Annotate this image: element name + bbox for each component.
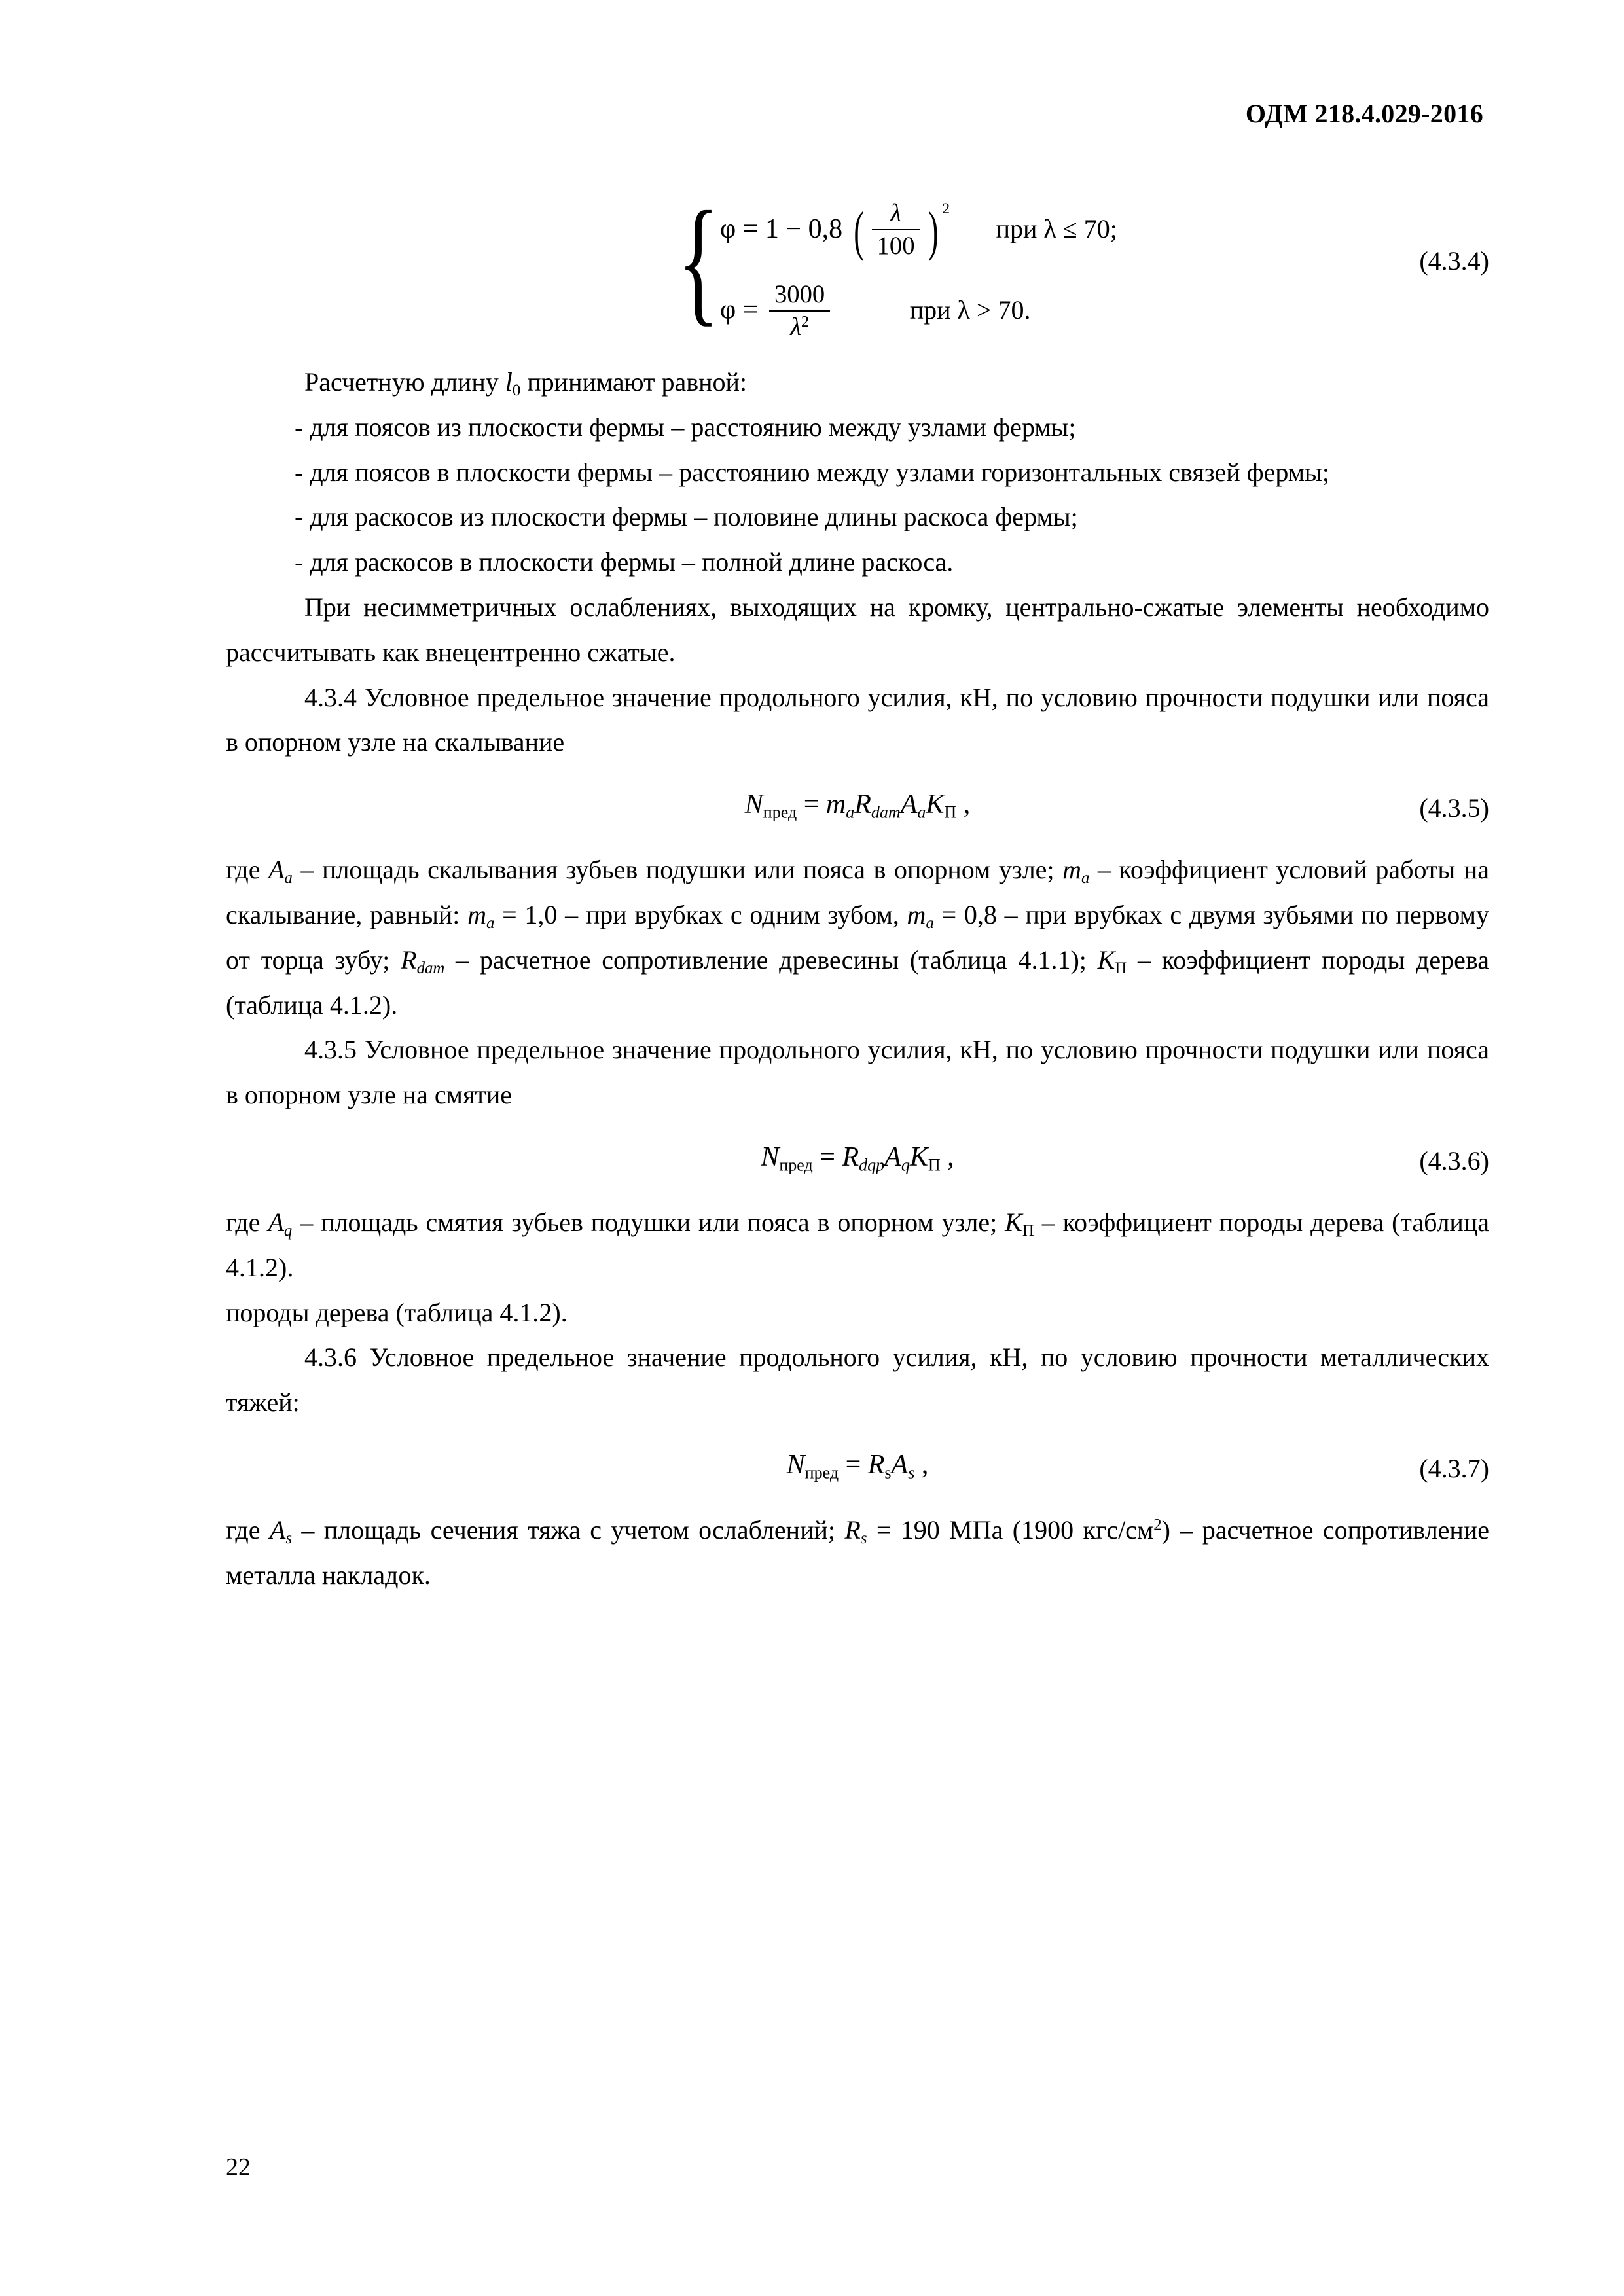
- formula-4-3-6-expression: $N_{пред} = R_{dqp}A_qK_П$ ,: [761, 1141, 954, 1175]
- formula-4-3-6: [226, 1141, 1489, 1181]
- formula-4-3-4: [226, 183, 1489, 347]
- fraction-numerator: λ: [872, 199, 920, 230]
- formula-4-3-4-number: (4.3.4): [1419, 246, 1489, 276]
- formula-4-3-5-number: (4.3.5): [1419, 793, 1489, 823]
- formula-4-3-7-expression: $N_{пред} = R_sA_s$ ,: [786, 1449, 929, 1482]
- paragraph-bullet-2: - для поясов в плоскости фермы – расстоянию между узлами горизонтальных связей фермы;: [295, 457, 1330, 487]
- fraction-denominator: $\lambda^2$: [790, 313, 809, 341]
- paragraph-bullet-3: - для раскосов из плоскости фермы – половине длины раскоса фермы;: [295, 502, 1078, 532]
- formula-4-3-4-line2-condition: при λ > 70.: [909, 295, 1031, 325]
- paragraph-asymmetric-weakening: При несимметричных ослаблениях, выходящих на кромку, центрально-сжатые элементы необходимо рассчитывать как внецентренно сжатые.: [226, 592, 1489, 667]
- document-header: ОДМ 218.4.029-2016: [1245, 99, 1483, 128]
- paragraph-4-3-4: 4.3.4 Условное предельное значение продольного усилия, кН, по условию прочности подушки или пояса в опорном узле на скалывание: [226, 682, 1489, 757]
- formula-4-3-7: [226, 1449, 1489, 1488]
- formula-4-3-4-line1: [720, 200, 1117, 262]
- lambda-over-100-fraction: [872, 199, 920, 260]
- fraction-numerator: 3000: [769, 280, 830, 312]
- formula-4-3-4-line1-condition: при λ ≤ 70;: [996, 213, 1117, 243]
- paragraph-where-4-3-5: где $A_а$ – площадь скалывания зубьев подушки или пояса в опорном узле; $m_а$ – коэффициент условий работы на скалывание, равный: $m_а = 1,0$ – при врубках с одним зубом, $m_а = 0,8$ – при врубках с двумя зубьями по первому от торца зубу; $R_{dam}$ – расчетное сопротивление древесины (таблица 4.1.1); $K_П$ – коэффициент породы дерева (таблица 4.1.2).: [226, 855, 1489, 1020]
- formula-4-3-6-number: (4.3.6): [1419, 1145, 1489, 1175]
- 3000-over-lambda2-fraction: [769, 280, 830, 342]
- right-paren: ): [928, 200, 939, 262]
- fraction-denominator: 100: [876, 232, 915, 260]
- paragraph-4-3-5: 4.3.5 Условное предельное значение продольного усилия, кН, по условию прочности подушки или пояса в опорном узле на смятие: [226, 1035, 1489, 1110]
- exponent: 2: [942, 200, 950, 217]
- formula-4-3-7-number: (4.3.7): [1419, 1453, 1489, 1483]
- system-brace: {: [677, 182, 719, 338]
- paragraph-where-4-3-6: где $A_q$ – площадь смятия зубьев подушки или пояса в опорном узле; $K_П$ – коэффициент породы дерева (таблица 4.1.2).: [226, 1207, 1489, 1282]
- formula-4-3-5: [226, 789, 1489, 828]
- formula-4-3-4-line2: [720, 281, 1030, 343]
- formula-4-3-5-expression: $N_{пред} = m_аR_{dam}A_aK_П$ ,: [744, 789, 971, 822]
- paragraph-bullet-1: - для поясов из плоскости фермы – расстоянию между узлами фермы;: [295, 412, 1076, 442]
- paragraph-bullet-4: - для раскосов в плоскости фермы – полной длине раскоса.: [295, 547, 954, 577]
- page-number: 22: [226, 2153, 251, 2181]
- left-paren: (: [853, 200, 864, 262]
- paragraph-4-3-6: 4.3.6 Условное предельное значение продольного усилия, кН, по условию прочности металлических тяжей:: [226, 1342, 1489, 1418]
- document-content: [226, 164, 1489, 1598]
- paragraph-where-4-3-6-cont: породы дерева (таблица 4.1.2).: [226, 1297, 568, 1327]
- paragraph-where-4-3-7: где $A_s$ – площадь сечения тяжа с учетом ослаблений; $R_s = 190$ МПа (1900 кгс/$см^2$) – расчетное сопротивление металла накладок.: [226, 1515, 1490, 1590]
- formula-4-3-4-line2-lhs: φ =: [720, 295, 759, 325]
- paragraph-calc-length: Расчетную длину $l_0$ принимают равной:: [304, 367, 748, 399]
- formula-4-3-4-line1-lhs: φ = 1 − 0,8: [720, 213, 843, 244]
